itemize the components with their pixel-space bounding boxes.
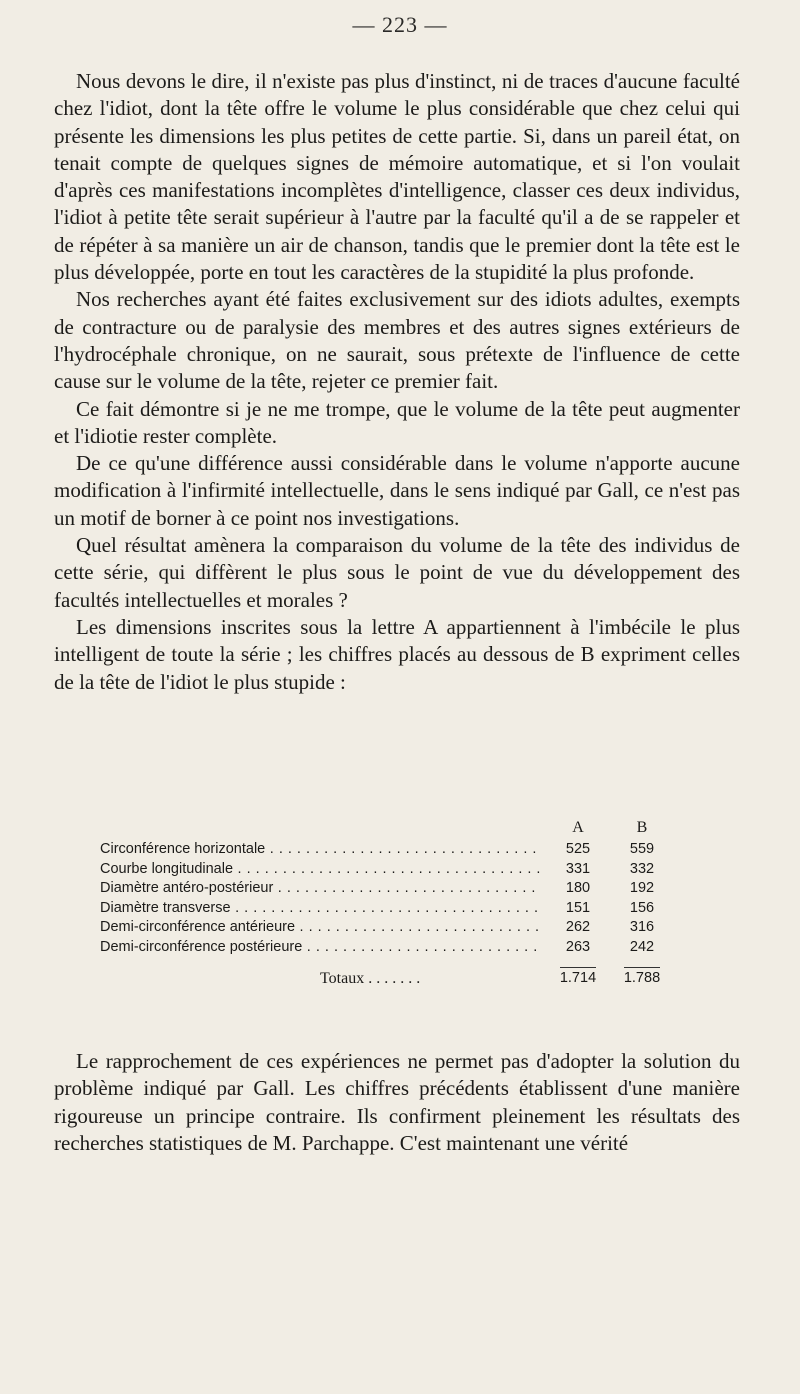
paragraph: Nous devons le dire, il n'existe pas plus d'instinct, ni de traces d'aucune faculté chez l'idiot, dont la tête offre le volume le plus considérable que chez celui qui présente les dimensions les plus petites de cette partie. Si, dans un pareil état, on tenait compte de quelques signes de mémoire automatique, et si l'on voulait d'après ces manifestations incomplètes d'intelligence, classer ces deux individus, l'idiot à petite tête serait supérieur à l'autre par la faculté qu'il a de se rappeler et de répéter à sa manière un air de chanson, tandis que le premier dont la tête est le plus développée, porte en tout les caractères de la stupidité la plus profonde. — [54, 69, 740, 285]
row-label: Demi-circonférence postérieure . . . — [100, 938, 540, 957]
sum-rule-a — [560, 967, 596, 968]
paragraph: Les dimensions inscrites sous la lettre A appartiennent à l'imbécile le plus intelligent de toute la série ; les chiffres placés au dessous de B expriment celles de la tête de l'idiot le plus stupide : — [54, 614, 740, 694]
value-b: 242 — [629, 938, 655, 955]
paragraph: Le rapprochement de ces expériences ne permet pas d'adopter la solution du problème indiqué par Gall. Les chiffres précédents établissent d'une manière rigoureuse un principe contraire. Ils confirment pleinement les résultats des recherches statistiques de M. Parchappe. C'est maintenant une vérité — [54, 1049, 740, 1155]
row-label: Courbe longitudinale . . . — [100, 860, 540, 879]
value-b: 192 — [629, 880, 655, 896]
row-label: Circonférence horizontale . . . — [100, 840, 540, 859]
value-b: 316 — [629, 919, 655, 935]
table-row — [100, 918, 700, 938]
body-text-continued — [54, 1048, 740, 1157]
total-b: 1.788 — [623, 970, 661, 986]
value-a: 151 — [565, 899, 591, 916]
table-row — [100, 899, 700, 919]
value-b: 156 — [629, 899, 655, 916]
total-a: 1.714 — [559, 970, 597, 986]
column-b-header: B — [636, 819, 648, 836]
value-a: 263 — [565, 938, 591, 955]
column-a-header: A — [572, 819, 584, 836]
table-row — [100, 938, 700, 958]
body-text — [54, 68, 740, 696]
measurement-table — [100, 818, 700, 989]
table-row — [100, 840, 700, 860]
table-header — [100, 818, 700, 840]
sum-rule-b — [624, 967, 660, 968]
paragraph: Ce fait démontre si je ne me trompe, que le volume de la tête peut augmenter et l'idiotie rester complète. — [54, 396, 740, 448]
value-a: 525 — [565, 841, 591, 857]
value-b: 559 — [629, 841, 655, 857]
value-a: 180 — [565, 880, 591, 896]
row-label: Diamètre antéro-postérieur . . . — [100, 879, 540, 898]
paragraph: Quel résultat amènera la comparaison du volume de la tête des individus de cette série, qui diffèrent le plus sous le point de vue du développement des facultés intellectuelles et morales ? — [54, 533, 740, 612]
table-row — [100, 860, 700, 880]
paragraph: Nos recherches ayant été faites exclusivement sur des idiots adultes, exempts de contracture ou de paralysie des membres et des autres signes extérieurs de l'hydrocéphale chronique, on ne saurait, sous prétexte de l'influence de cette cause sur le volume de la tête, rejeter ce premier fait. — [54, 287, 740, 394]
value-a: 262 — [565, 919, 591, 935]
totals-row — [100, 965, 700, 989]
paragraph: De ce qu'une différence aussi considérable dans le volume n'apporte aucune modification à l'infirmité intellectuelle, dans le sens indiqué par Gall, ce n'est pas un motif de borner à ce point nos investigations. — [54, 451, 740, 530]
value-b: 332 — [629, 860, 655, 877]
value-a: 331 — [565, 860, 591, 877]
row-label: Diamètre transverse . . . — [100, 899, 540, 918]
row-label: Demi-circonférence antérieure . . . — [100, 918, 540, 937]
page-number: — 223 — — [352, 12, 448, 37]
table-row — [100, 879, 700, 899]
totals-label: Totaux . . . — [320, 969, 550, 988]
